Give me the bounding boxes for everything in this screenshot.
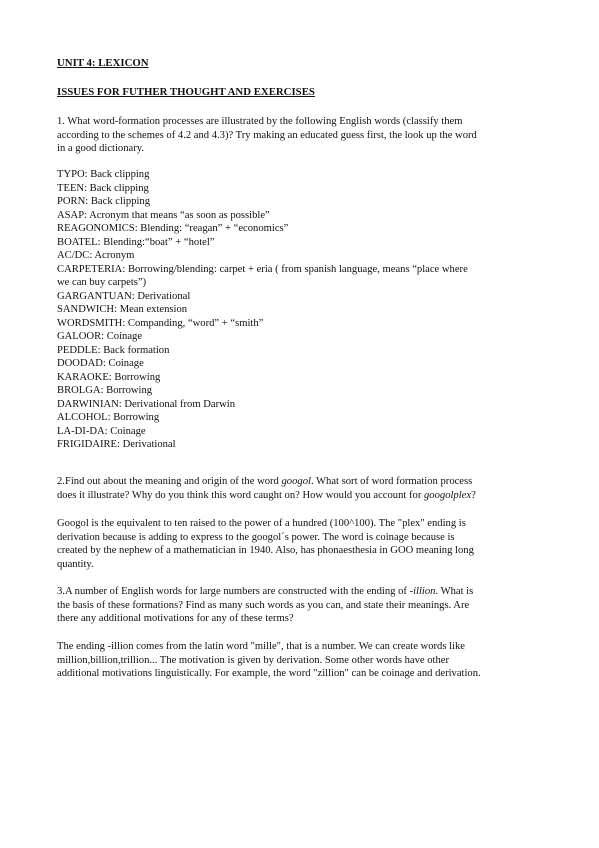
word-separator: : (122, 263, 128, 275)
answer-3-line: additional motivations linguistically. For example, the word "zillion" can be coinage and derivation. (57, 668, 481, 679)
word-separator: : (131, 290, 138, 302)
word-separator: : (134, 223, 141, 234)
word-description: Borrowing/blending: carpet + eria ( from spanish language, means “place where (127, 263, 468, 275)
word-term: BROLGA (57, 385, 101, 396)
word-term: TYPO (57, 169, 85, 180)
word-description: Borrowing (113, 412, 160, 423)
word-entry (57, 398, 543, 412)
word-description: Derivational (122, 439, 176, 450)
word-term: REAGONOMICS (57, 223, 135, 234)
word-term: KARAOKE (57, 371, 109, 383)
word-entry (57, 384, 543, 398)
word-description: Back formation (103, 344, 170, 356)
question-1-line: in a good dictionary. (57, 143, 144, 154)
word-description: Coinage (110, 425, 146, 437)
word-entry (57, 249, 543, 263)
word-description: Companding, “word” + “smith” (127, 317, 264, 329)
question-1-line: according to the schemes of 4.2 and 4.3)? Try making an educated guess first, the look up the word (57, 129, 477, 141)
word-term: LA-DI-DA (57, 425, 105, 437)
answer-3-line: The ending -illion comes from the latin word "mille", that is a number. We can create words like (57, 641, 465, 652)
word-description: Borrowing (114, 371, 161, 383)
illion-suffix: -illion (409, 586, 436, 597)
answer-2 (57, 517, 543, 571)
word-entry (57, 290, 543, 304)
question-2-text: . What sort of word formation process (310, 476, 473, 487)
googol-word: googol (281, 476, 311, 487)
word-separator: : (89, 250, 95, 261)
word-term: WORDSMITH (57, 317, 123, 329)
word-term: FRIGIDAIRE (57, 439, 118, 450)
word-separator: : (97, 236, 104, 248)
answer-2-line: Googol is the equivalent to ten raised to the power of a hundred (100^100). The "plex" ending is (57, 518, 466, 529)
word-separator: : (102, 358, 109, 369)
word-term: CARPETERIA (57, 263, 123, 275)
word-separator: : (100, 385, 107, 396)
answer-2-line: created by the nephew of a mathematician in 1940. Also, has phonaesthesia in GOO meaning long (57, 545, 474, 556)
word-entry (57, 276, 543, 290)
word-entry (57, 438, 543, 452)
question-3-text: 3.A number of English words for large numbers are constructed with the ending of (57, 586, 410, 597)
word-term: BOATEL (57, 236, 98, 248)
question-3-line (57, 585, 543, 599)
word-separator: : (107, 412, 114, 423)
word-entry (57, 222, 543, 236)
word-description: Mean extension (119, 304, 188, 315)
word-description: Acronym (94, 250, 135, 261)
word-term: SANDWICH (57, 304, 115, 315)
answer-3 (57, 640, 543, 681)
question-2-text: 2.Find out about the meaning and origin of the word (57, 476, 282, 487)
word-entry (57, 168, 543, 182)
question-3-line: there any additional motivations for any of these terms? (57, 613, 294, 624)
word-separator: : (84, 209, 90, 221)
question-2 (57, 475, 543, 502)
word-separator: : (118, 398, 125, 410)
word-entry (57, 371, 543, 385)
word-term: GALOOR (57, 331, 102, 342)
word-description: Back clipping (89, 182, 149, 194)
answer-2-line: quantity. (57, 558, 94, 570)
section-title: ISSUES FOR FUTHER THOUGHT AND EXERCISES (57, 86, 315, 98)
unit-title: UNIT 4: LEXICON (57, 57, 149, 69)
word-entry (57, 344, 543, 358)
word-separator: : (84, 169, 91, 180)
word-entry (57, 357, 543, 371)
question-3-text: . What is (435, 586, 474, 597)
word-description: Borrowing (106, 385, 153, 396)
question-2-text: ? (471, 489, 476, 501)
word-term: PEDDLE (57, 344, 98, 356)
word-description: Blending: “reagan” + “economics” (140, 223, 289, 234)
word-description: Coinage (108, 358, 144, 369)
word-term: PORN (57, 196, 86, 207)
word-entry (57, 209, 543, 223)
word-entry (57, 182, 543, 196)
word-description: Blending:“boat” + “hotel” (103, 236, 215, 248)
word-separator: : (122, 317, 128, 329)
question-3-line: the basis of these formations? Find as many such words as you can, and state their meanings. Are (57, 599, 470, 611)
word-entry (57, 425, 543, 439)
word-term: AC/DC (57, 250, 90, 261)
word-entry (57, 411, 543, 425)
answer-3-line: million,billion,trillion... The motivation is given by derivation. Some other words have other (57, 654, 450, 666)
word-separator: : (84, 182, 90, 194)
word-entry (57, 263, 543, 277)
question-3 (57, 585, 543, 626)
word-description: Derivational (137, 290, 191, 302)
word-entry (57, 303, 543, 317)
word-description: Derivational from Darwin (124, 398, 235, 410)
word-term: GARGANTUAN (57, 290, 132, 302)
word-list (57, 168, 543, 452)
word-term: DOODAD (57, 358, 103, 369)
word-term: ALCOHOL (57, 412, 108, 423)
word-description: we can buy carpets”) (57, 277, 147, 288)
question-2-line (57, 489, 543, 503)
question-2-text: does it illustrate? Why do you think this word caught on? How would you account for (57, 489, 424, 501)
word-term: DARWINIAN (57, 398, 119, 410)
word-separator: : (97, 344, 104, 356)
word-entry (57, 330, 543, 344)
word-entry (57, 236, 543, 250)
word-description: Acronym that means “as soon as possible” (89, 209, 270, 221)
word-entry (57, 317, 543, 331)
word-separator: : (108, 371, 115, 383)
word-separator: : (117, 439, 123, 450)
answer-2-line: derivation because is adding to express to the googol´s power. The word is coinage because is (57, 531, 455, 543)
word-description: Coinage (106, 331, 143, 342)
word-entry (57, 195, 543, 209)
word-description: Back clipping (90, 169, 150, 180)
word-term: ASAP (57, 209, 85, 221)
question-1 (57, 115, 543, 156)
word-description: Back clipping (90, 196, 150, 207)
word-separator: : (101, 331, 107, 342)
googolplex-word: googolplex (424, 489, 472, 501)
question-2-line (57, 475, 543, 489)
word-separator: : (114, 304, 120, 315)
question-1-line: 1. What word-formation processes are illustrated by the following English words (classify them (57, 116, 463, 127)
word-separator: : (104, 425, 111, 437)
word-separator: : (85, 196, 91, 207)
word-term: TEEN (57, 182, 85, 194)
